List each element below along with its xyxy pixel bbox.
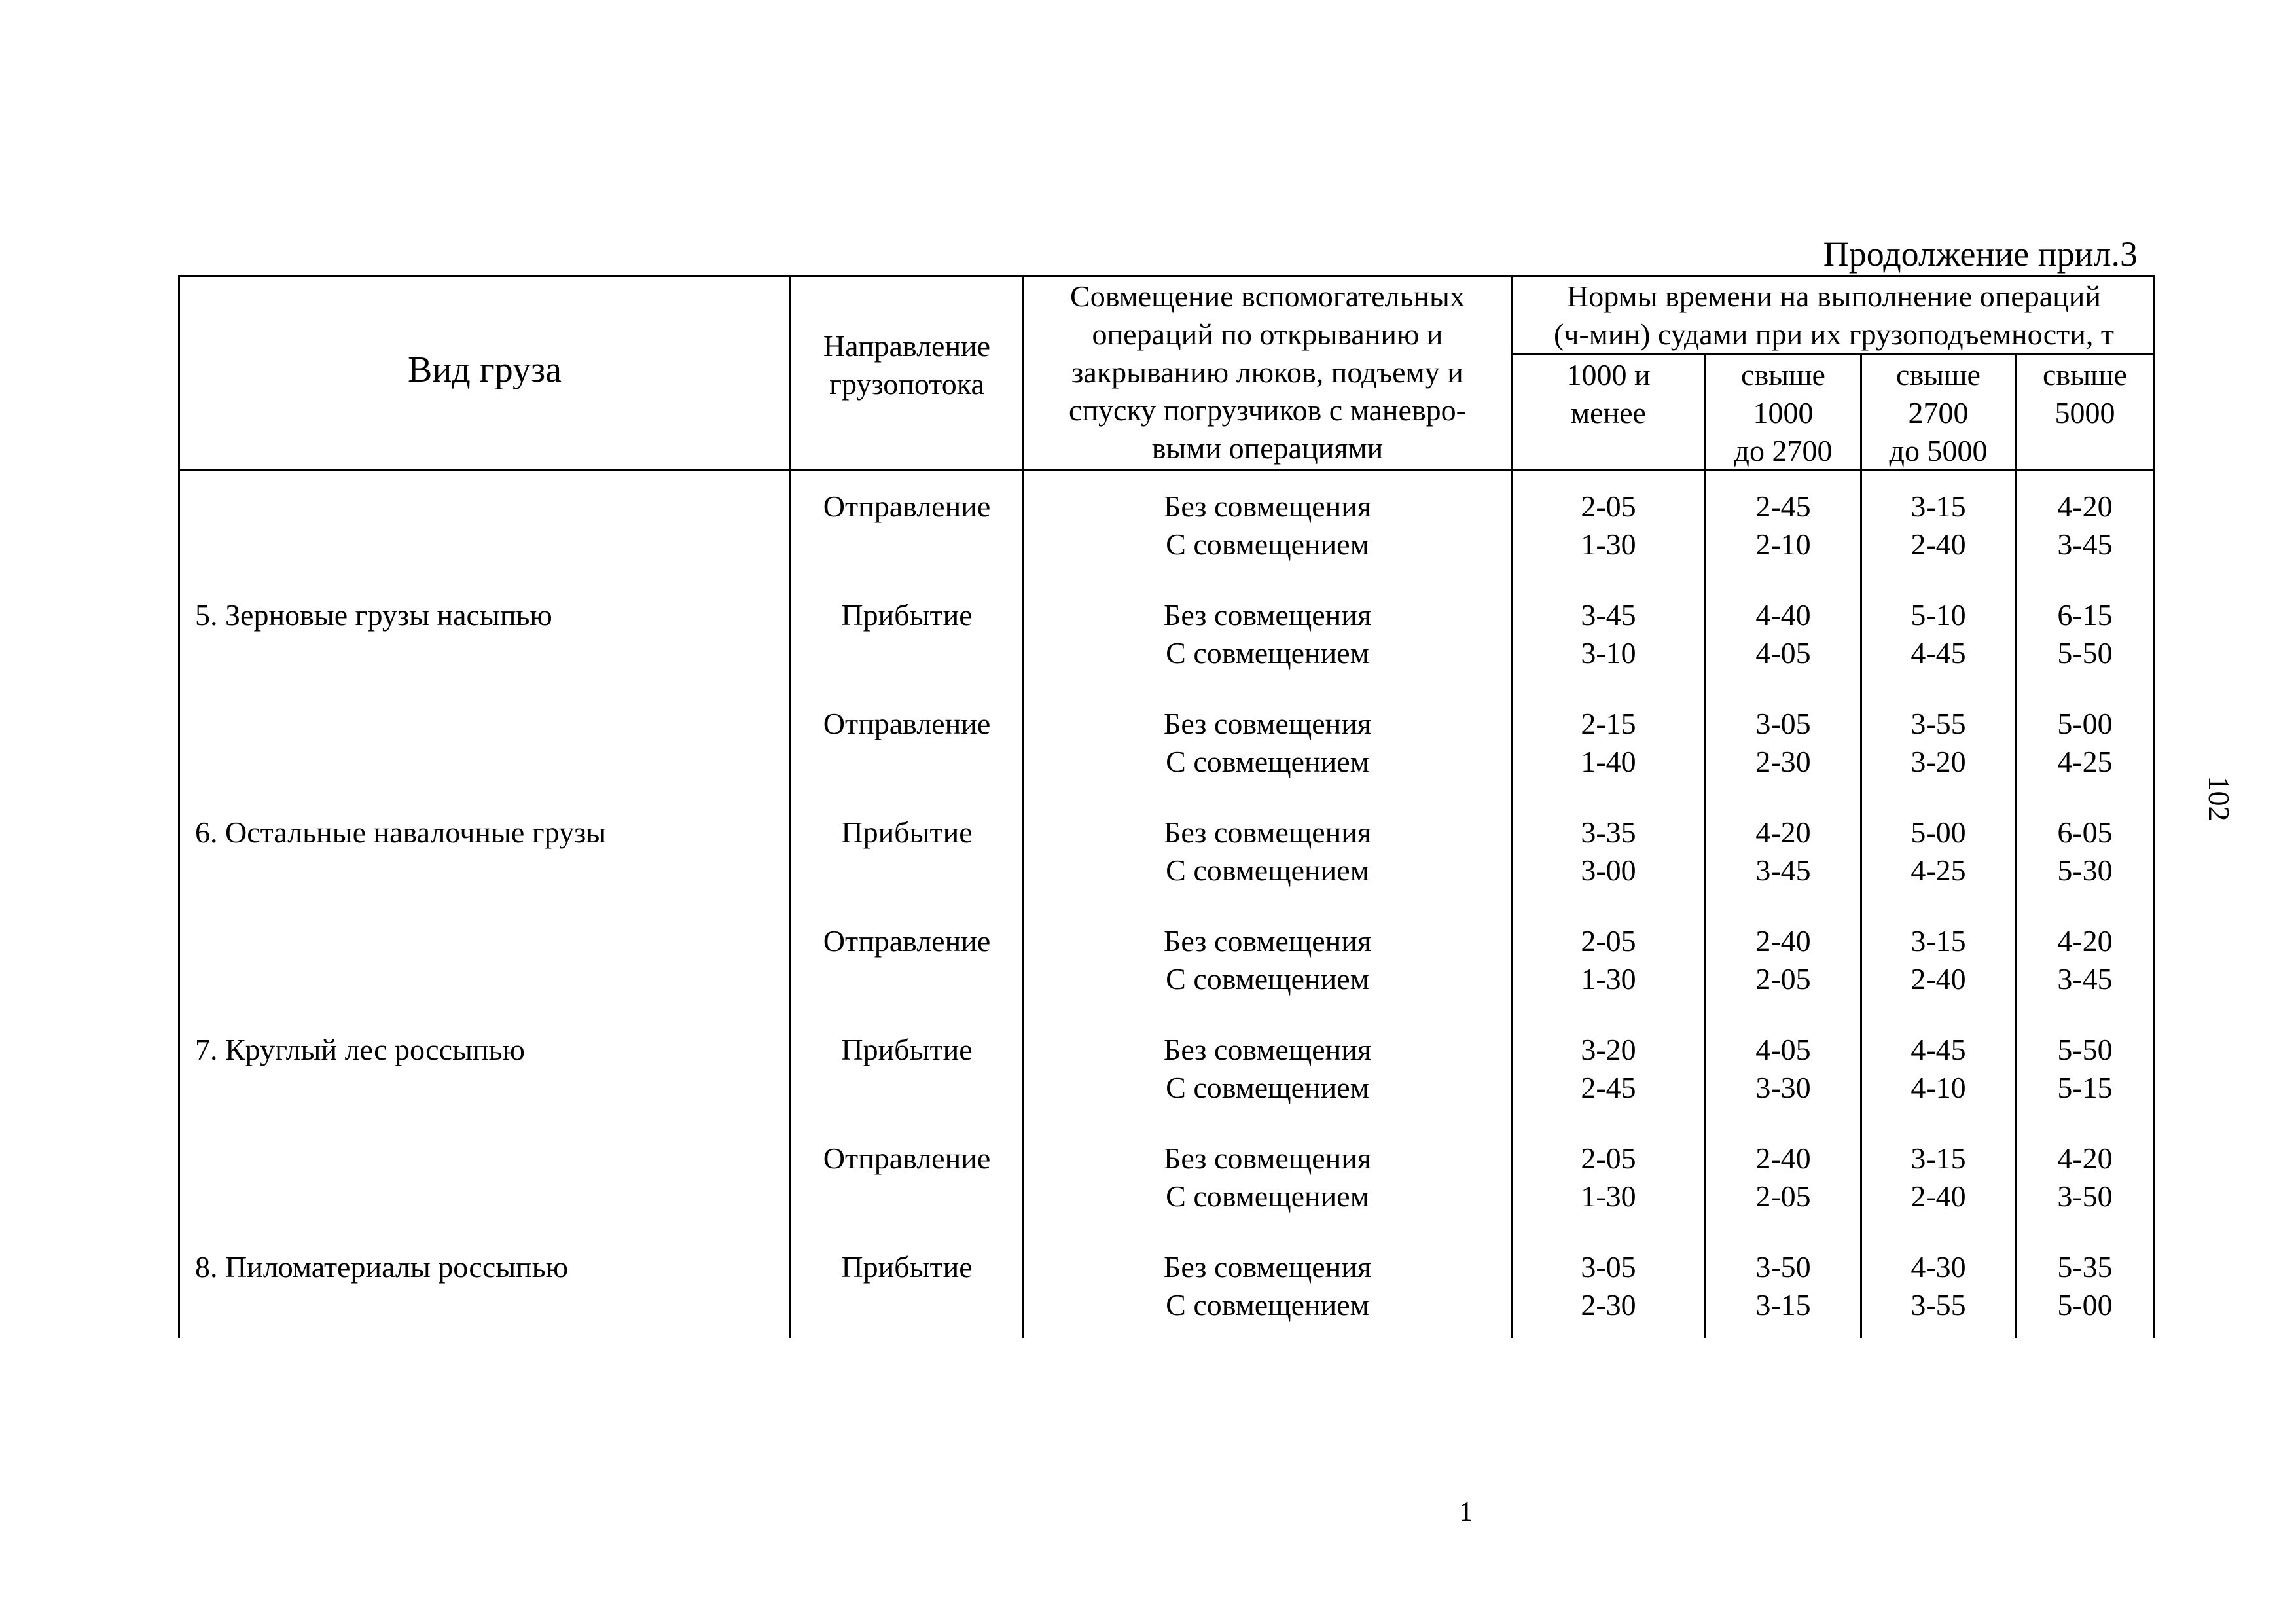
time-norm-cell: 5-50 [2057,1033,2113,1066]
time-norm-cell: 4-05 [1755,636,1811,670]
header-capacity-line: до 5000 [1889,434,1988,467]
time-norm-cell: 2-05 [1581,490,1636,523]
combination-mode-cell: С совмещением [1166,1071,1369,1104]
time-norm-cell: 5-00 [1910,816,1966,849]
combination-mode-cell: Без совмещения [1163,490,1372,523]
time-norm-cell: 3-45 [1581,598,1636,632]
header-cargo-text: Вид груза [407,350,562,390]
time-norm-cell: 3-45 [2057,528,2113,561]
time-norm-cell: 1-30 [1581,528,1636,561]
header-capacity-2 [1706,356,1860,470]
combination-mode-cell: С совмещением [1166,854,1369,887]
time-norm-cell: 5-00 [2057,707,2113,740]
time-norm-cell: 2-40 [1910,528,1966,561]
combination-mode-cell: С совмещением [1166,1288,1369,1322]
time-norm-cell: 4-10 [1910,1071,1966,1104]
header-capacity-line: 2700 [1908,396,1969,429]
time-norm-cell: 2-40 [1910,962,1966,996]
time-norm-cell: 4-45 [1910,636,1966,670]
cargo-type-cell: 6. Остальные навалочные грузы [195,816,607,849]
header-combination-line: выми операциями [1151,431,1384,465]
table-rule-left [178,275,180,1338]
time-norm-cell: 6-15 [2057,598,2113,632]
header-capacity-line: 5000 [2054,396,2115,429]
time-norm-cell: 3-55 [1910,1288,1966,1322]
time-norm-cell: 3-15 [1755,1288,1811,1322]
cargo-type-cell: 5. Зерновые грузы насыпью [195,598,552,632]
time-norm-cell: 5-30 [2057,854,2113,887]
time-norm-cell: 5-50 [2057,636,2113,670]
time-norm-cell: 2-30 [1581,1288,1636,1322]
header-capacity-1 [1513,356,1704,432]
combination-mode-cell: Без совмещения [1163,1250,1372,1284]
cargo-type-cell: 8. Пиломатериалы россыпью [195,1250,569,1284]
direction-cell: Отправление [823,490,991,523]
time-norm-cell: 2-40 [1910,1180,1966,1213]
time-norm-cell: 3-05 [1755,707,1811,740]
time-norm-cell: 2-45 [1755,490,1811,523]
time-norm-cell: 3-20 [1910,745,1966,778]
time-norm-cell: 2-05 [1581,924,1636,958]
header-direction-line: Направление [823,329,991,363]
header-combination-line: Совмещение вспомогательных [1070,280,1465,313]
time-norm-cell: 2-10 [1755,528,1811,561]
header-combination [1024,278,1511,467]
time-norm-cell: 3-10 [1581,636,1636,670]
header-norms-line: (ч-мин) судами при их грузоподъемности, т [1554,317,2114,351]
time-norm-cell: 3-15 [1910,490,1966,523]
header-capacity-line: свыше [1741,358,1825,391]
table-rule-top [178,275,2155,277]
header-capacity-3 [1862,356,2015,470]
header-direction [791,327,1022,403]
header-capacity-line: свыше [1896,358,1981,391]
combination-mode-cell: Без совмещения [1163,816,1372,849]
table-rule-norms [1511,353,2155,355]
direction-cell: Прибытие [841,598,973,632]
cargo-type-cell: 7. Круглый лес россыпью [195,1033,525,1066]
time-norm-cell: 3-50 [1755,1250,1811,1284]
time-norm-cell: 4-30 [1910,1250,1966,1284]
time-norm-cell: 2-05 [1755,962,1811,996]
header-norms-line: Нормы времени на выполнение операций [1566,280,2102,313]
header-capacity-line: менее [1571,396,1646,429]
direction-cell: Прибытие [841,1033,973,1066]
combination-mode-cell: Без совмещения [1163,1142,1372,1175]
side-page-number: 102 [2202,776,2236,821]
time-norm-cell: 2-15 [1581,707,1636,740]
combination-mode-cell: С совмещением [1166,1180,1369,1213]
header-combination-line: закрыванию люков, подъему и [1071,355,1463,389]
direction-cell: Отправление [823,924,991,958]
time-norm-cell: 2-45 [1581,1071,1636,1104]
combination-mode-cell: Без совмещения [1163,924,1372,958]
time-norm-cell: 3-50 [2057,1180,2113,1213]
footer-page-number: 1 [1459,1497,1473,1527]
time-norm-cell: 3-15 [1910,1142,1966,1175]
time-norm-cell: 4-05 [1755,1033,1811,1066]
combination-mode-cell: Без совмещения [1163,1033,1372,1066]
time-norm-cell: 3-45 [2057,962,2113,996]
time-norm-cell: 3-45 [1755,854,1811,887]
time-norm-cell: 2-05 [1581,1142,1636,1175]
table-rule-cargo [789,275,791,1338]
header-combination-line: спуску погрузчиков с маневро- [1069,393,1466,427]
time-norm-cell: 1-30 [1581,962,1636,996]
time-norm-cell: 2-05 [1755,1180,1811,1213]
time-norm-cell: 4-20 [2057,490,2113,523]
time-norm-cell: 1-40 [1581,745,1636,778]
time-norm-cell: 3-00 [1581,854,1636,887]
time-norm-cell: 5-15 [2057,1071,2113,1104]
time-norm-cell: 3-35 [1581,816,1636,849]
header-capacity-4 [2017,356,2153,432]
time-norm-cell: 1-30 [1581,1180,1636,1213]
combination-mode-cell: С совмещением [1166,745,1369,778]
time-norm-cell: 5-35 [2057,1250,2113,1284]
table-caption: Продолжение прил.3 [1823,234,2138,274]
time-norm-cell: 3-20 [1581,1033,1636,1066]
header-norms [1513,278,2155,353]
direction-cell: Отправление [823,707,991,740]
header-combination-line: операций по открыванию и [1092,317,1443,351]
time-norm-cell: 4-20 [1755,816,1811,849]
direction-cell: Отправление [823,1142,991,1175]
combination-mode-cell: С совмещением [1166,962,1369,996]
time-norm-cell: 5-10 [1910,598,1966,632]
time-norm-cell: 3-05 [1581,1250,1636,1284]
time-norm-cell: 4-25 [1910,854,1966,887]
time-norm-cell: 2-40 [1755,1142,1811,1175]
time-norm-cell: 4-40 [1755,598,1811,632]
time-norm-cell: 4-45 [1910,1033,1966,1066]
time-norm-cell: 6-05 [2057,816,2113,849]
time-norm-cell: 3-55 [1910,707,1966,740]
time-norm-cell: 4-20 [2057,924,2113,958]
time-norm-cell: 3-15 [1910,924,1966,958]
header-capacity-line: свыше [2043,358,2127,391]
time-norm-cell: 5-00 [2057,1288,2113,1322]
direction-cell: Прибытие [841,1250,973,1284]
header-direction-line: грузопотока [829,367,984,401]
header-capacity-line: 1000 [1753,396,1814,429]
table-rule-right [2153,275,2155,1338]
combination-mode-cell: Без совмещения [1163,707,1372,740]
time-norm-cell: 4-25 [2057,745,2113,778]
time-norm-cell: 3-30 [1755,1071,1811,1104]
combination-mode-cell: Без совмещения [1163,598,1372,632]
time-norm-cell: 2-40 [1755,924,1811,958]
header-capacity-line: 1000 и [1566,358,1651,391]
combination-mode-cell: С совмещением [1166,528,1369,561]
header-cargo [180,351,789,391]
norms-table [178,275,2156,1338]
time-norm-cell: 2-30 [1755,745,1811,778]
direction-cell: Прибытие [841,816,973,849]
header-capacity-line: до 2700 [1734,434,1833,467]
combination-mode-cell: С совмещением [1166,636,1369,670]
time-norm-cell: 4-20 [2057,1142,2113,1175]
